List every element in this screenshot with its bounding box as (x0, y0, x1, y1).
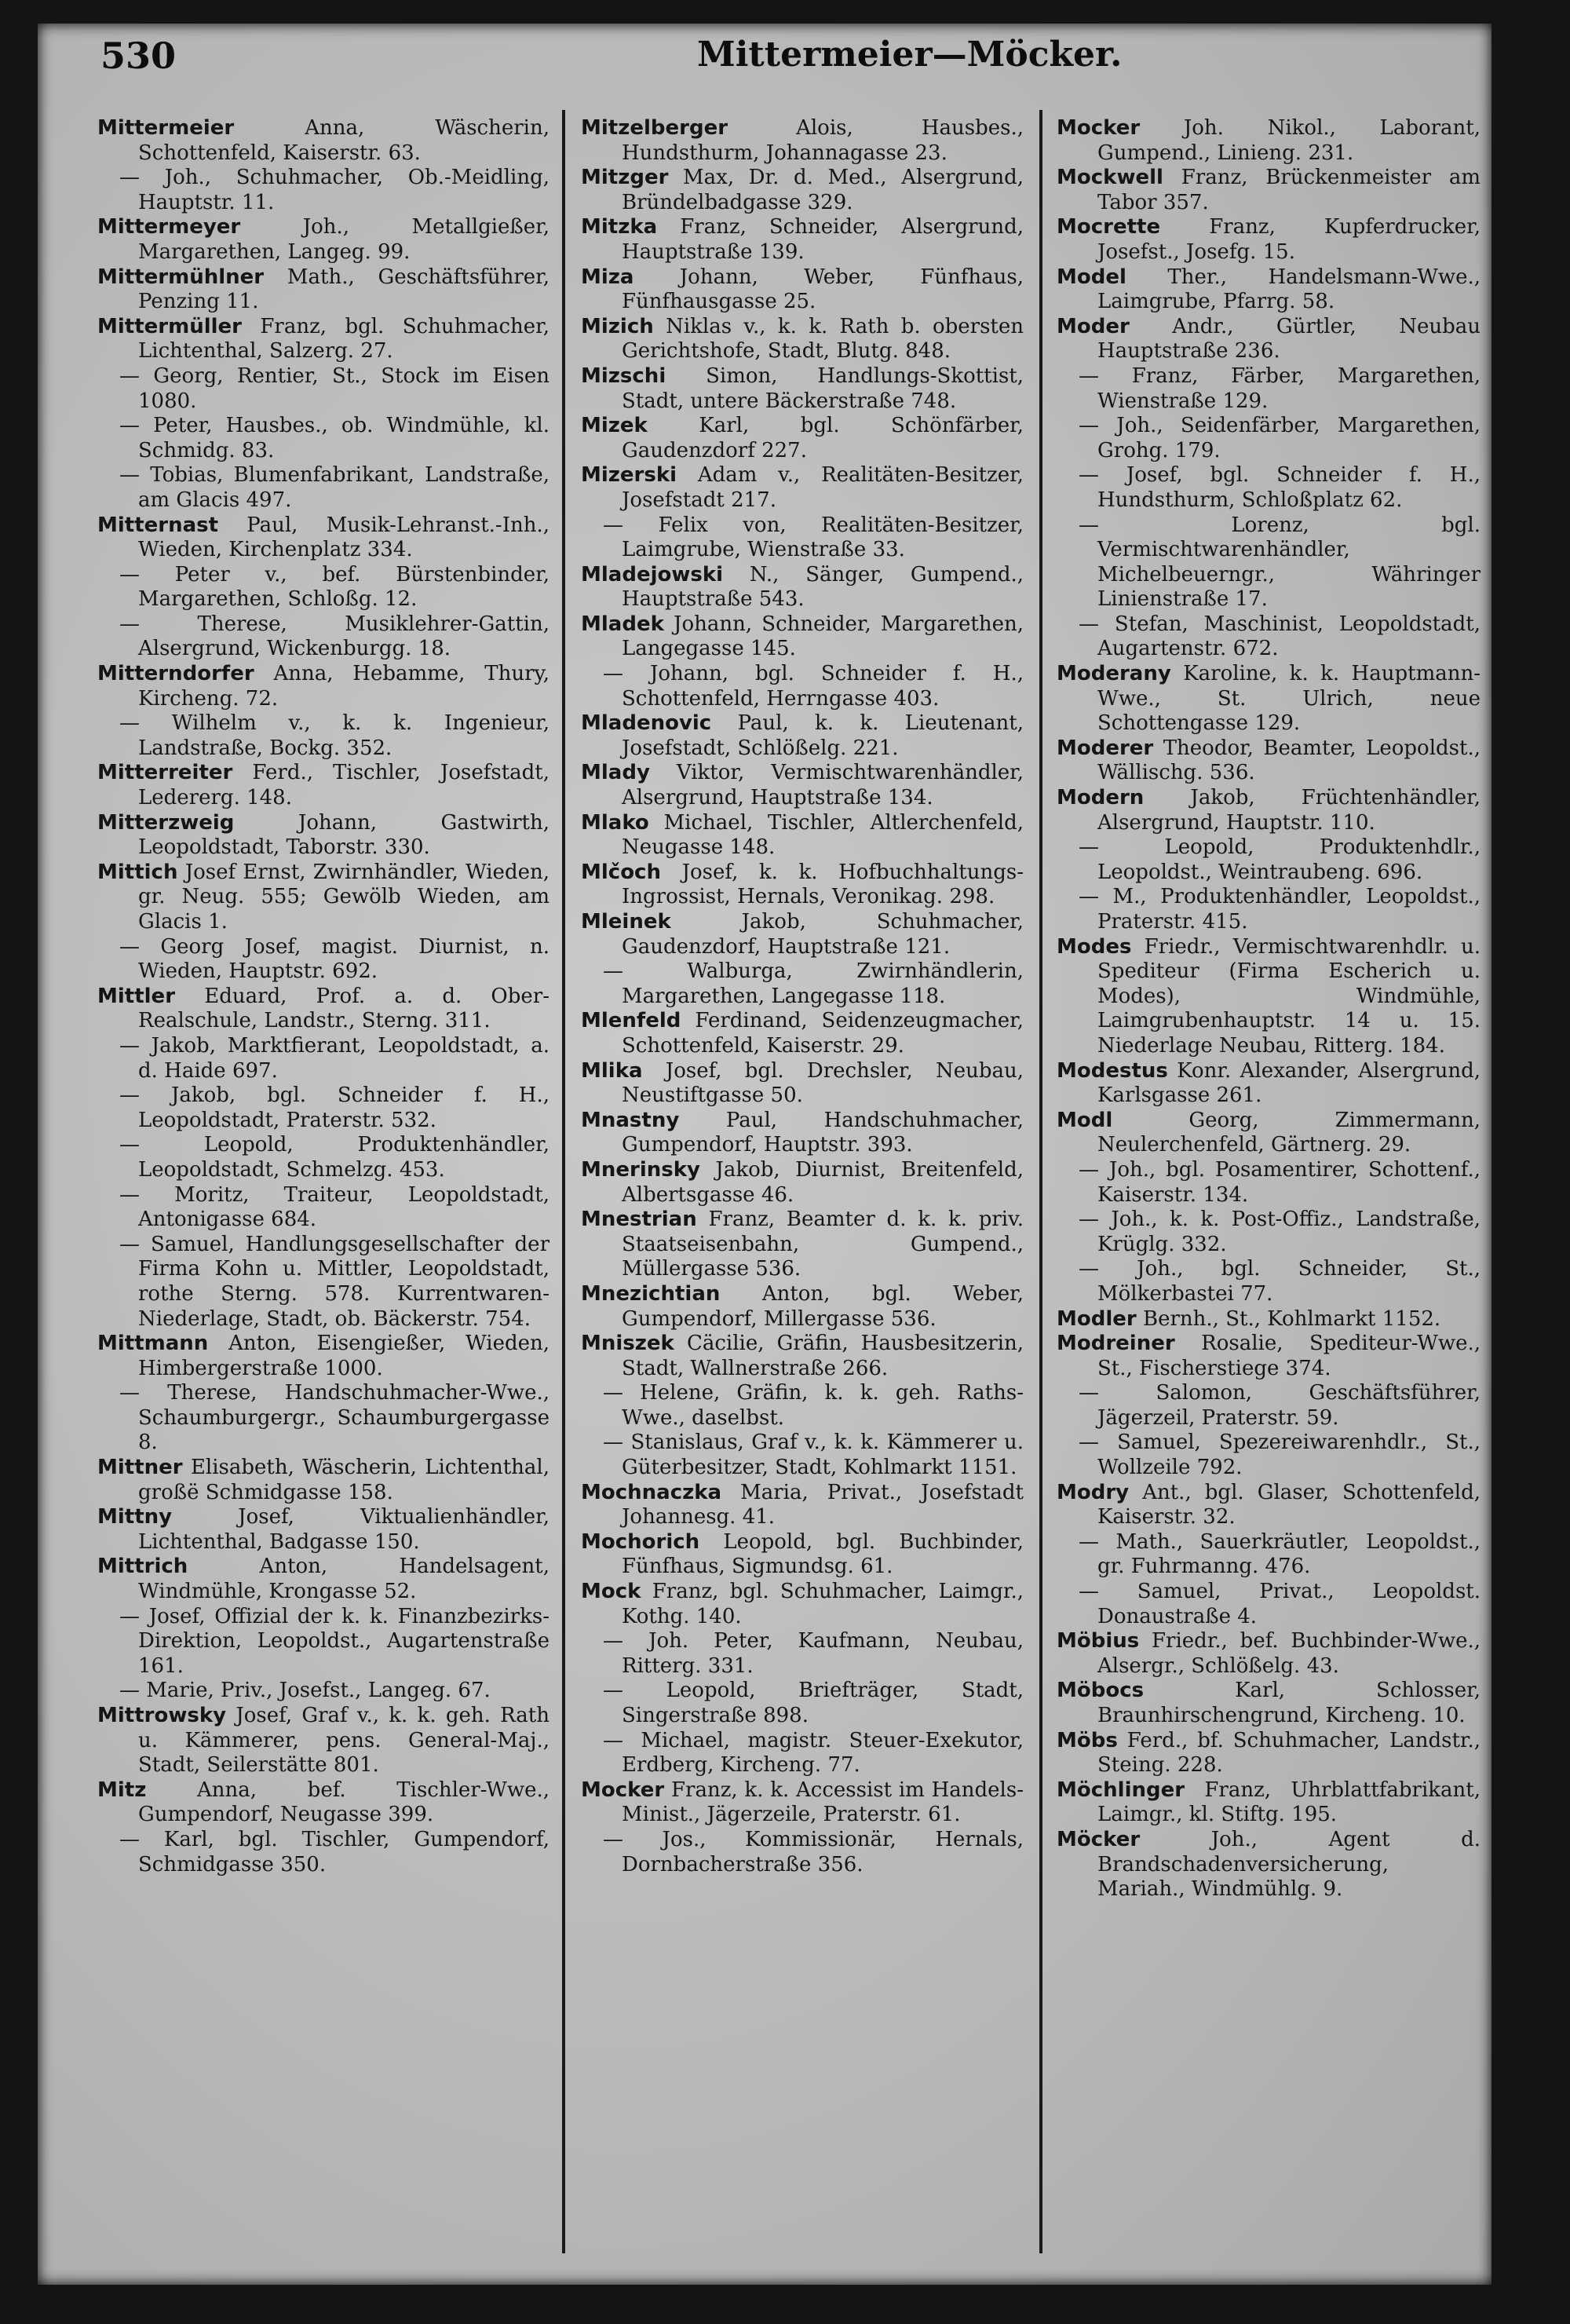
entry-text: Karoline, k. k. Hauptmann-Wwe., St. Ulrich, neue Schottengasse 129. (1097, 662, 1481, 736)
column-left (97, 116, 550, 1877)
entry-text: — Franz, Färber, Margarethen, Wienstraße 129. (1079, 364, 1481, 413)
directory-entry (97, 1183, 550, 1233)
entry-text: Paul, k. k. Lieutenant, Josefstadt, Schlößelg. 221. (622, 711, 1024, 760)
entry-surname: Mittler (97, 984, 176, 1008)
entry-text: — Therese, Handschuhmacher-Wwe., Schaumburgergr., Schaumburgergasse 8. (119, 1381, 550, 1455)
directory-entry (97, 1456, 550, 1505)
entry-surname: Mladek (581, 612, 664, 636)
directory-entry (1057, 166, 1481, 215)
entry-text: — Georg Josef, magist. Diurnist, n. Wieden, Hauptstr. 692. (119, 934, 550, 984)
entry-surname: Mnerinsky (581, 1157, 700, 1182)
entry-surname: Modes (1057, 934, 1132, 959)
entry-text: — Josef, bgl. Schneider f. H., Hundsthurm, Schloßplatz 62. (1079, 463, 1481, 512)
column-divider (1039, 110, 1042, 2253)
entry-text: — Samuel, Spezereiwarenhdlr., St., Wollzeile 792. (1079, 1431, 1481, 1480)
entry-surname: Modl (1057, 1108, 1113, 1132)
directory-entry (581, 166, 1024, 215)
entry-surname: Mnestrian (581, 1208, 697, 1232)
entry-text: — Marie, Priv., Josefst., Langeg. 67. (119, 1679, 491, 1703)
directory-entry (1057, 414, 1481, 463)
column-divider (562, 110, 565, 2253)
entry-text: Franz, k. k. Accessist im Handels-Minist., Jägerzeile, Praterstr. 61. (622, 1778, 1024, 1827)
entry-surname: Mlako (581, 810, 649, 835)
entry-surname: Möbius (1057, 1629, 1140, 1653)
directory-entry (581, 1282, 1024, 1332)
directory-entry (581, 910, 1024, 959)
entry-text: — Moritz, Traiteur, Leopoldstadt, Antonigasse 684. (119, 1182, 550, 1232)
directory-entry (97, 265, 550, 315)
entry-surname: Modry (1057, 1480, 1130, 1504)
entry-surname: Mitterndorfer (97, 662, 254, 686)
entry-surname: Mochnaczka (581, 1480, 722, 1504)
entry-text: Jakob, Schuhmacher, Gaudenzdorf, Hauptstraße 121. (622, 910, 1024, 959)
directory-entry (581, 1580, 1024, 1629)
entry-surname: Mnastny (581, 1108, 680, 1132)
entry-surname: Modern (1057, 786, 1145, 810)
entry-text: — Michael, magistr. Steuer-Exekutor, Erdberg, Kircheng. 77. (603, 1728, 1024, 1778)
entry-text: — Jakob, Marktfierant, Leopoldstadt, a. d. Haide 697. (119, 1033, 550, 1083)
directory-entry (97, 513, 550, 563)
entry-text: Ferdinand, Seidenzeugmacher, Schottenfeld, Kaiserstr. 29. (622, 1009, 1024, 1058)
entry-text: Max, Dr. d. Med., Alsergrund, Bründelbadgasse 329. (622, 166, 1024, 214)
entry-text: — Georg, Rentier, St., Stock im Eisen 1080. (119, 364, 550, 413)
directory-entry (581, 1158, 1024, 1208)
directory-entry (97, 612, 550, 662)
directory-entry (1057, 265, 1481, 315)
entry-surname: Moder (1057, 314, 1130, 338)
entry-surname: Model (1057, 265, 1126, 289)
directory-entry (1057, 1059, 1481, 1109)
directory-entry (97, 711, 550, 761)
entry-text: Franz, Uhrblattfabrikant, Laimgr., kl. Stiftg. 195. (1097, 1778, 1481, 1827)
directory-entry (581, 513, 1024, 563)
directory-entry (1057, 513, 1481, 612)
entry-text: — Joh. Peter, Kaufmann, Neubau, Ritterg. 331. (603, 1629, 1024, 1678)
entry-text: — Joh., bgl. Schneider, St., Mölkerbastei 77. (1079, 1257, 1481, 1306)
entry-text: — Jos., Kommissionär, Hernals, Dornbacherstraße 356. (603, 1827, 1024, 1876)
entry-surname: Möchlinger (1057, 1778, 1185, 1802)
entry-text: — Josef, Offizial der k. k. Finanzbezirks-Direktion, Leopoldst., Augartenstraße 161. (119, 1604, 550, 1678)
directory-entry (1057, 315, 1481, 364)
entry-text: — Stanislaus, Graf v., k. k. Kämmerer u. Güterbesitzer, Stadt, Kohlmarkt 1151. (603, 1431, 1024, 1480)
entry-surname: Mnezichtian (581, 1281, 721, 1306)
entry-surname: Mitzka (581, 215, 658, 239)
entry-surname: Mittich (97, 860, 178, 884)
directory-entry (97, 364, 550, 414)
entry-surname: Mniszek (581, 1332, 674, 1356)
entry-text: Johann, Schneider, Margarethen, Langegasse 145. (622, 612, 1024, 661)
entry-text: — Helene, Gräfin, k. k. geh. Raths-Wwe., daselbst. (603, 1381, 1024, 1430)
directory-entry (1057, 1778, 1481, 1828)
directory-entry (581, 116, 1024, 166)
entry-text: Johann, Gastwirth, Leopoldstadt, Taborstr. 330. (138, 810, 550, 860)
directory-entry (97, 215, 550, 265)
entry-text: Leopold, bgl. Buchbinder, Fünfhaus, Sigmundsg. 61. (622, 1529, 1024, 1579)
entry-surname: Mocker (1057, 116, 1141, 140)
entry-text: Simon, Handlungs-Skottist, Stadt, untere Bäckerstraße 748. (622, 364, 1024, 413)
entry-text: Anna, Wäscherin, Schottenfeld, Kaiserstr. 63. (138, 116, 550, 165)
entry-text: — Salomon, Geschäftsführer, Jägerzeil, Praterstr. 59. (1079, 1381, 1481, 1430)
directory-entry (581, 215, 1024, 265)
directory-entry (1057, 835, 1481, 885)
entry-text: Elisabeth, Wäscherin, Lichtenthal, großë Schmidgasse 158. (138, 1456, 550, 1504)
entry-surname: Mittrowsky (97, 1704, 227, 1727)
entry-text: Ferd., bf. Schuhmacher, Landstr., Steing. 228. (1097, 1728, 1481, 1778)
directory-page (38, 24, 1492, 2285)
entry-text: Josef, bgl. Drechsler, Neubau, Neustiftgasse 50. (622, 1058, 1024, 1108)
entry-surname: Mizich (581, 314, 654, 338)
directory-entry (1057, 1481, 1481, 1530)
entry-text: — Leopold, Briefträger, Stadt, Singerstraße 898. (603, 1679, 1024, 1727)
entry-surname: Mitternast (97, 513, 219, 537)
directory-entry (97, 1381, 550, 1456)
entry-surname: Mock (581, 1580, 641, 1604)
entry-text: — Tobias, Blumenfabrikant, Landstraße, am Glacis 497. (119, 463, 550, 512)
entry-surname: Mochorich (581, 1529, 700, 1554)
entry-text: Franz, Kupferdrucker, Josefst., Josefg. 15. (1097, 215, 1481, 264)
entry-text: Maria, Privat., Josefstadt Johannesg. 41. (622, 1480, 1024, 1529)
entry-text: Josef, Viktualienhändler, Lichtenthal, Badgasse 150. (138, 1505, 550, 1554)
entry-surname: Mizek (581, 414, 648, 438)
column-middle (581, 116, 1024, 1877)
directory-entry (581, 315, 1024, 364)
entry-text: Joh., Metallgießer, Margarethen, Langeg. 99. (138, 215, 550, 264)
entry-text: Ther., Handelsmann-Wwe., Laimgrube, Pfarrg. 58. (1097, 265, 1481, 314)
directory-entry (581, 1381, 1024, 1431)
entry-surname: Mittner (97, 1456, 183, 1480)
entry-text: Friedr., Vermischtwarenhdlr. u. Spediteur (Firma Escherich u. Modes), Windmühle, Laimgrubenhauptstr. 14 u. 15. Niederlage Neubau, Ritterg. 184. (1097, 934, 1481, 1058)
entry-surname: Möbs (1057, 1728, 1118, 1752)
entry-text: — Joh., Schuhmacher, Ob.-Meidling, Hauptstr. 11. (119, 166, 550, 214)
directory-entry (581, 612, 1024, 662)
directory-entry (581, 662, 1024, 711)
entry-surname: Mizschi (581, 364, 666, 388)
entry-text: Andr., Gürtler, Neubau Hauptstraße 236. (1097, 314, 1481, 364)
entry-text: — Therese, Musiklehrer-Gattin, Alsergrund, Wickenburgg. 18. (119, 612, 550, 661)
directory-entry (97, 414, 550, 463)
directory-entry (1057, 662, 1481, 736)
entry-surname: Mockwell (1057, 166, 1163, 190)
entry-text: Michael, Tischler, Altlerchenfeld, Neugasse 148. (622, 810, 1024, 860)
directory-entry (581, 1481, 1024, 1530)
entry-text: Ferd., Tischler, Josefstadt, Ledererg. 148. (138, 761, 550, 810)
directory-entry (581, 1009, 1024, 1058)
entry-surname: Moderany (1057, 662, 1171, 686)
entry-surname: Möcker (1057, 1827, 1141, 1851)
directory-entry (581, 1828, 1024, 1877)
directory-entry (1057, 364, 1481, 414)
entry-text: Paul, Handschuhmacher, Gumpendorf, Hauptstr. 393. (622, 1108, 1024, 1157)
directory-entry (1057, 1679, 1481, 1728)
page-header (100, 30, 1451, 85)
entry-text: — Samuel, Privat., Leopoldst. Donaustraße 4. (1079, 1580, 1481, 1628)
entry-surname: Mizerski (581, 463, 677, 488)
entry-surname: Mladejowski (581, 562, 724, 586)
directory-entry (97, 1233, 550, 1332)
entry-text: Anna, bef. Tischler-Wwe., Gumpendorf, Neugasse 399. (138, 1778, 550, 1827)
entry-surname: Mitz (97, 1778, 147, 1802)
entry-surname: Modestus (1057, 1058, 1168, 1083)
entry-text: Anton, Eisengießer, Wieden, Himbergerstraße 1000. (138, 1332, 550, 1380)
directory-entry (581, 1679, 1024, 1728)
directory-entry (97, 1133, 550, 1182)
entry-surname: Mladenovic (581, 711, 712, 736)
directory-entry (581, 1109, 1024, 1158)
directory-entry (97, 1778, 550, 1828)
entry-text: Jakob, Diurnist, Breitenfeld, Albertsgasse 46. (622, 1157, 1024, 1207)
entry-text: — Lorenz, bgl. Vermischtwarenhändler, Michelbeuerngr., Währinger Linienstraße 17. (1079, 513, 1481, 612)
directory-entry (97, 811, 550, 861)
entry-surname: Mittrich (97, 1555, 188, 1579)
directory-entry (1057, 1530, 1481, 1580)
directory-entry (97, 1034, 550, 1083)
entry-surname: Mlady (581, 761, 650, 785)
entry-surname: Miza (581, 265, 634, 289)
directory-entry (581, 1629, 1024, 1679)
entry-surname: Mittermeyer (97, 215, 241, 239)
entry-text: Josef Ernst, Zwirnhändler, Wieden, gr. Neug. 555; Gewölb Wieden, am Glacis 1. (138, 860, 550, 934)
directory-entry (581, 761, 1024, 810)
entry-text: Karl, Schlosser, Braunhirschengrund, Kircheng. 10. (1097, 1679, 1481, 1727)
directory-entry (1057, 116, 1481, 166)
entry-text: Rosalie, Spediteur-Wwe., St., Fischerstiege 374. (1097, 1332, 1481, 1380)
entry-text: — Felix von, Realitäten-Besitzer, Laimgrube, Wienstraße 33. (603, 513, 1024, 562)
entry-text: Ant., bgl. Glaser, Schottenfeld, Kaiserstr. 32. (1097, 1480, 1481, 1529)
entry-surname: Mlenfeld (581, 1009, 681, 1033)
entry-surname: Mocker (581, 1778, 665, 1802)
entry-surname: Mleinek (581, 910, 671, 934)
entry-text: Johann, Weber, Fünfhaus, Fünfhausgasse 25. (622, 265, 1024, 314)
entry-text: — Jakob, bgl. Schneider f. H., Leopoldstadt, Praterstr. 532. (119, 1083, 550, 1132)
entry-text: Alois, Hausbes., Hundsthurm, Johannagasse 23. (622, 116, 1024, 165)
directory-entry (97, 1704, 550, 1778)
directory-entry (97, 861, 550, 935)
column-right (1057, 116, 1481, 1902)
directory-entry (1057, 1580, 1481, 1629)
directory-entry (1057, 786, 1481, 835)
entry-text: — Peter, Hausbes., ob. Windmühle, kl. Schmidg. 83. (119, 414, 550, 462)
entry-text: — M., Produktenhändler, Leopoldst., Praterstr. 415. (1079, 885, 1481, 934)
entry-surname: Modreiner (1057, 1332, 1175, 1356)
directory-entry (1057, 1828, 1481, 1902)
directory-entry (581, 811, 1024, 861)
entry-surname: Modler (1057, 1306, 1137, 1331)
directory-entry (97, 935, 550, 985)
entry-text: Cäcilie, Gräfin, Hausbesitzerin, Stadt, Wallnerstraße 266. (622, 1332, 1024, 1380)
entry-text: Karl, bgl. Schönfärber, Gaudenzdorf 227. (622, 414, 1024, 462)
entry-text: Paul, Musik-Lehranst.-Inh., Wieden, Kirchenplatz 334. (138, 513, 550, 562)
directory-entry (1057, 1431, 1481, 1480)
directory-entry (581, 364, 1024, 414)
entry-text: — Samuel, Handlungsgesellschafter der Firma Kohn u. Mittler, Leopoldstadt, rothe Sterng. 578. Kurrentwaren-Niederlage, Stadt, ob. Bäckerstr. 754. (119, 1232, 550, 1331)
entry-text: — Joh., bgl. Posamentirer, Schottenf., Kaiserstr. 134. (1079, 1157, 1481, 1207)
entry-text: Anton, bgl. Weber, Gumpendorf, Millergasse 536. (622, 1281, 1024, 1331)
directory-entry (1057, 1629, 1481, 1679)
directory-entry (97, 761, 550, 810)
directory-entry (1057, 885, 1481, 934)
entry-surname: Mittny (97, 1505, 173, 1529)
directory-entry (97, 1555, 550, 1604)
entry-text: — Karl, bgl. Tischler, Gumpendorf, Schmidgasse 350. (119, 1827, 550, 1876)
entry-text: Franz, bgl. Schuhmacher, Laimgr., Kothg. 140. (622, 1580, 1024, 1628)
directory-entry (97, 1605, 550, 1679)
directory-entry (581, 1208, 1024, 1282)
entry-surname: Moderer (1057, 736, 1154, 760)
entry-text: — Math., Sauerkräutler, Leopoldst., gr. Fuhrmanng. 476. (1079, 1529, 1481, 1579)
entry-text: Franz, Beamter d. k. k. priv. Staatseisenbahn, Gumpend., Müllergasse 536. (622, 1208, 1024, 1281)
directory-entry (97, 1828, 550, 1877)
directory-entry (97, 1332, 550, 1381)
running-title: Mittermeier—Möcker. (697, 35, 1123, 75)
directory-entry (97, 166, 550, 215)
directory-entry (581, 711, 1024, 761)
entry-surname: Mittermühlner (97, 265, 265, 289)
directory-entry (1057, 215, 1481, 265)
entry-text: — Joh., k. k. Post-Offiz., Landstraße, Krüglg. 332. (1079, 1208, 1481, 1256)
entry-surname: Mitterreiter (97, 761, 233, 785)
directory-entry (1057, 1257, 1481, 1306)
page-number: 530 (100, 35, 177, 77)
entry-text: Konr. Alexander, Alsergrund, Karlsgasse 261. (1097, 1058, 1481, 1108)
entry-text: Adam v., Realitäten-Besitzer, Josefstadt 217. (622, 463, 1024, 512)
entry-text: N., Sänger, Gumpend., Hauptstraße 543. (622, 562, 1024, 612)
directory-entry (581, 1059, 1024, 1109)
directory-entry (581, 563, 1024, 612)
directory-entry (581, 861, 1024, 910)
directory-entry (1057, 1208, 1481, 1257)
directory-entry (97, 1083, 550, 1133)
entry-text: Jakob, Früchtenhändler, Alsergrund, Hauptstr. 110. (1097, 786, 1481, 835)
directory-entry (1057, 1729, 1481, 1778)
directory-entry (1057, 1332, 1481, 1381)
directory-entry (1057, 463, 1481, 513)
entry-text: Georg, Zimmermann, Neulerchenfeld, Gärtnerg. 29. (1097, 1108, 1481, 1157)
entry-text: Bernh., St., Kohlmarkt 1152. (1142, 1306, 1441, 1331)
directory-entry (97, 463, 550, 513)
directory-entry (1057, 736, 1481, 786)
directory-entry (581, 1332, 1024, 1381)
directory-entry (97, 1505, 550, 1555)
directory-entry (97, 1679, 550, 1704)
directory-entry (581, 1778, 1024, 1828)
directory-entry (97, 662, 550, 711)
entry-text: Josef, Graf v., k. k. geh. Rath u. Kämmerer, pens. General-Maj., Stadt, Seilerstätte 801. (138, 1704, 550, 1778)
directory-entry (581, 1729, 1024, 1778)
entry-surname: Mittmann (97, 1332, 209, 1356)
directory-entry (581, 463, 1024, 513)
directory-entry (1057, 1109, 1481, 1158)
directory-entry (97, 563, 550, 612)
entry-text: Viktor, Vermischtwarenhändler, Alsergrund, Hauptstraße 134. (622, 761, 1024, 810)
entry-text: — Wilhelm v., k. k. Ingenieur, Landstraße, Bockg. 352. (119, 711, 550, 760)
entry-surname: Mlčoch (581, 860, 661, 884)
entry-text: Franz, bgl. Schuhmacher, Lichtenthal, Salzerg. 27. (138, 314, 550, 364)
entry-text: Anton, Handelsagent, Windmühle, Krongasse 52. (138, 1555, 550, 1604)
directory-entry (97, 985, 550, 1034)
directory-entry (1057, 935, 1481, 1059)
entry-text: Theodor, Beamter, Leopoldst., Wällischg. 536. (1097, 736, 1481, 785)
entry-text: Franz, Schneider, Alsergrund, Hauptstraße 139. (622, 215, 1024, 264)
directory-entry (1057, 1307, 1481, 1332)
directory-entry (97, 116, 550, 166)
directory-entry (1057, 1158, 1481, 1208)
directory-entry (581, 1431, 1024, 1480)
directory-entry (97, 315, 550, 364)
entry-text: Anna, Hebamme, Thury, Kircheng. 72. (138, 662, 550, 711)
entry-text: Math., Geschäftsführer, Penzing 11. (138, 265, 550, 314)
entry-text: Joh., Agent d. Brandschadenversicherung, Mariah., Windmühlg. 9. (1097, 1827, 1481, 1902)
entry-text: — Leopold, Produktenhändler, Leopoldstadt, Schmelzg. 453. (119, 1133, 550, 1182)
entry-text: Josef, k. k. Hofbuchhaltungs-Ingrossist, Hernals, Veronikag. 298. (622, 860, 1024, 909)
entry-surname: Mitzelberger (581, 116, 728, 140)
entry-text: — Joh., Seidenfärber, Margarethen, Grohg. 179. (1079, 414, 1481, 462)
entry-text: Joh. Nikol., Laborant, Gumpend., Linieng. 231. (1097, 116, 1481, 165)
entry-surname: Mitzger (581, 166, 669, 190)
entry-text: Niklas v., k. k. Rath b. obersten Gerichtshofe, Stadt, Blutg. 848. (622, 314, 1024, 364)
directory-entry (581, 1530, 1024, 1580)
entry-text: — Peter v., bef. Bürstenbinder, Margarethen, Schloßg. 12. (119, 562, 550, 612)
entry-text: — Johann, bgl. Schneider f. H., Schottenfeld, Herrngasse 403. (603, 662, 1024, 711)
entry-surname: Mittermüller (97, 314, 242, 338)
entry-text: — Leopold, Produktenhdlr., Leopoldst., Weintraubeng. 696. (1079, 835, 1481, 884)
entry-surname: Möbocs (1057, 1679, 1145, 1703)
entry-text: Franz, Brückenmeister am Tabor 357. (1097, 166, 1481, 214)
directory-entry (581, 959, 1024, 1009)
directory-entry (581, 414, 1024, 463)
entry-text: — Stefan, Maschinist, Leopoldstadt, Augartenstr. 672. (1079, 612, 1481, 661)
entry-text: — Walburga, Zwirnhändlerin, Margarethen, Langegasse 118. (603, 959, 1024, 1008)
directory-entry (1057, 612, 1481, 662)
entry-surname: Mitterzweig (97, 810, 235, 835)
directory-entry (581, 265, 1024, 315)
entry-text: Friedr., bef. Buchbinder-Wwe., Alsergr., Schlößelg. 43. (1097, 1629, 1481, 1678)
entry-text: Eduard, Prof. a. d. Ober-Realschule, Landstr., Sterng. 311. (138, 984, 550, 1033)
directory-entry (1057, 1381, 1481, 1431)
entry-surname: Mocrette (1057, 215, 1161, 239)
entry-surname: Mittermeier (97, 116, 235, 140)
entry-surname: Mlika (581, 1058, 643, 1083)
